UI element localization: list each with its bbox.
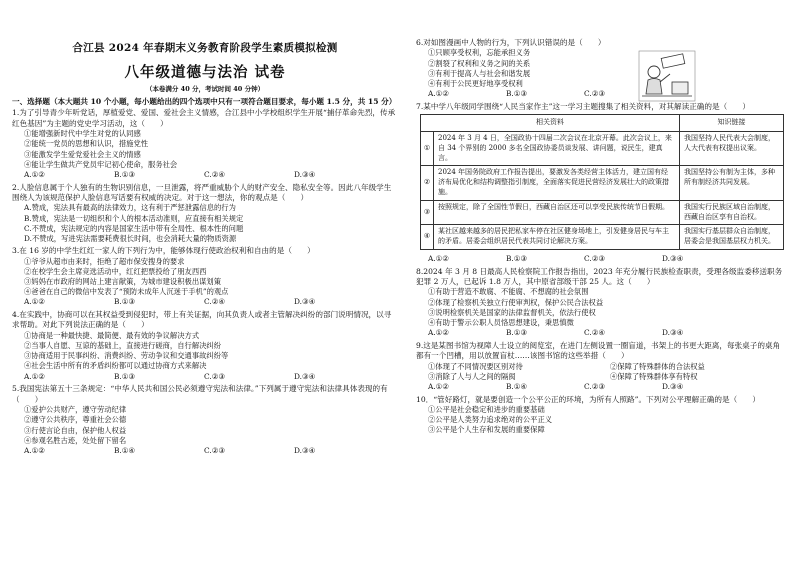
statement: ③协商适用于民事纠纷、消费纠纷、劳动争议和交通事故纠纷等 [24, 351, 229, 361]
option-d: D.③④ [294, 170, 316, 180]
table-row [421, 225, 784, 250]
answer-options [428, 382, 786, 393]
cartoon-person-head [648, 66, 660, 78]
statement: ②当事人自愿、互谅的基础上，直接进行磋商，自行解决纠纷 [24, 341, 222, 351]
option-d: D.③④ [294, 445, 316, 455]
statement: ④有利于公民更好地享受权利 [428, 79, 523, 89]
answer-options [428, 89, 786, 100]
row-material: 2024 年 3 月 4 日，全国政协十四届二次会议在北京开幕。此次会议上，来自 34 个界别的 2000 多名全国政协委员谈发展、讲问题，说民生，建真言。 [434, 132, 680, 166]
option-c: C.②④ [204, 170, 225, 180]
table-header-materials: 相关资料 [421, 115, 680, 132]
statement: ④社会生活中所有的矛盾纠纷都可以通过协商方式来解决 [24, 361, 207, 371]
option-b: B.①③ [114, 297, 136, 307]
right-column [416, 38, 786, 436]
option-c: C.②③ [584, 382, 605, 392]
statement: ②在校学生会主席竞选活动中，红红把票投给了朋友西西 [24, 266, 207, 276]
question-stem: 1.为了引导青少年听党话，厚植爱党、爱国、爱社会主义情感，合江县中小学校组织学生开展“捕仔革命先烈，传承红色基因”为主题的党史学习活动，这（ ） [12, 108, 396, 128]
row-material: 某社区越来越多的居民把私家车停在社区健身场地上，引发健身居民与车主的矛盾。居委会组织居民代表共同讨论解决方案。 [434, 225, 680, 250]
option-a: A.①② [428, 328, 449, 338]
statement-row [416, 372, 786, 382]
question-6 [416, 38, 786, 100]
table-row [421, 166, 784, 200]
cartoon-person-body [646, 79, 662, 95]
option-b: B.赞成，宪法是一切组织和个人的根本活动准则，应直接有相关规定 [24, 213, 244, 223]
question-stem: 10．“管好路灯，就是要创造一个公平公正的环境，为所有人照路”。下列对公平理解正确的是（ ） [416, 394, 760, 404]
row-number: ② [421, 166, 434, 200]
statement: ③有利于提高人与社会和谐发展 [428, 68, 531, 78]
question-9 [416, 341, 786, 393]
answer-options [428, 328, 786, 339]
question-stem: 8.2024 年 3 月 8 日最高人民检察院工作报告指出，2023 年充分履行民族检查职责，受理各级监委移送职务犯罪 2 万人，已起诉 1.8 万人，其中原省部级干部 25 人。这（ ） [416, 266, 783, 286]
option-d: D.③④ [662, 328, 684, 338]
statement: ①能增强新时代中学生对党的认同感 [24, 129, 141, 139]
question-stem: 4.在实践中，协商可以在其权益受到侵犯时，带上有关证据，向其负责人或者主管解决纠纷的部门说明情况，以寻求帮助。对此下列说法正确的是（ ） [12, 310, 392, 330]
option-c: C.②③ [204, 371, 225, 381]
option-a: A.①② [24, 445, 45, 455]
statement: ④保障了特殊群体享有特权 [610, 371, 698, 381]
option-d: D.不赞成，写进宪法需要耗费很长时间，也会消耗大量的物质资源 [24, 234, 237, 244]
statement: ①有助于营造不敢腐、不能腐、不想腐的社会氛围 [428, 287, 589, 297]
answer-options [24, 297, 398, 308]
question-2 [12, 183, 398, 245]
option-a: A.①② [24, 297, 45, 307]
exam-title-line2: 八年级道德与法治 试卷 [124, 64, 286, 81]
statement: ③说明检察机关是国家的法律监督机关，依法行使权 [428, 307, 596, 317]
option-a: A.①② [428, 382, 449, 392]
row-material: 2024 年国务院政府工作报告提出，要激发各类经营主体活力，建立国有经济布局优化和结构调整指引制度，全面落实促进民营经济发展壮大的政策措施。 [434, 166, 680, 200]
statement: ④能让学生做共产党员牢记初心使命，服务社会 [24, 159, 178, 169]
statement: ②体现了检察机关独立行使审判权，保护公民合法权益 [428, 297, 604, 307]
left-column [12, 40, 398, 459]
option-c: C.②③ [584, 253, 605, 263]
statement: ④有助于警示公职人员恪思想建设，秉思慎微 [428, 318, 574, 327]
question-stem: 5.我国宪法第五十三条规定：“中华人民共和国公民必须遵守宪法和法律。”下列属于遵守宪法和法律具体表现的有（ ） [12, 384, 388, 404]
question-stem: 9.这是某图书馆为视障人士设立的阅览室，在进门左侧设置一圈盲道，书架上的书更大距离，每张桌子的桌角都有一个凹槽，用以放置盲杖……该图书馆的这些举措（ ） [416, 340, 781, 361]
question-1 [12, 108, 398, 180]
option-a: A.①② [428, 253, 449, 263]
statement: ③能激发学生爱党爱社会主义的情感 [24, 149, 141, 159]
question-10 [416, 395, 786, 436]
section-heading: 一、选择题（本大题共 10 个小题，每小题给出的四个选项中只有一项符合题目要求，每小题 1.5 分，共 15 分） [12, 97, 397, 106]
statement: ①协商是一种最快捷、最简便、最有效的争议解决方式 [24, 330, 200, 340]
row-link: 我国坚持公有制为主体，多种所有制经济共同发展。 [680, 166, 784, 200]
option-a: A.①② [428, 89, 449, 99]
row-link: 我国实行民族区域自治制度，西藏自治区享有自治权。 [680, 200, 784, 225]
row-number: ③ [421, 200, 434, 225]
table-header-row [421, 115, 784, 132]
answer-options [24, 170, 398, 181]
statement: ③妈妈在市政府的网站上建言献策，为城市建设积极出谋划策 [24, 277, 222, 287]
statement: ①只顾享受权利，忘能承担义务 [428, 48, 531, 58]
statement: ④爸爸在自己的微信中发表了“预防未成年人沉迷于手机”的观点 [24, 287, 229, 297]
question-8 [416, 267, 786, 339]
option-d: D.③④ [662, 253, 684, 263]
option-b: B.①③ [506, 328, 528, 338]
cartoon-illustration [638, 50, 696, 102]
table-header-links: 知识链接 [680, 115, 784, 132]
statement: ②公平是人类努力追求绝对的公平正义 [428, 415, 553, 425]
statement: ①爱护公共财产，遵守劳动纪律 [24, 405, 127, 415]
table-row [421, 132, 784, 166]
option-d: D.③④ [294, 297, 316, 307]
option-b: B.①④ [506, 382, 528, 392]
statement: ③公平是个人生存和发展的重要保障 [428, 425, 545, 435]
statement: ①体现了不同情况要区别对待 [428, 361, 523, 371]
statement-row [416, 362, 786, 372]
row-link: 我国实行基层群众自治制度，居委会是我国基层权力机关。 [680, 225, 784, 250]
statement: ②能统一党员的思想和认识，措施党性 [24, 139, 149, 149]
option-c: C.②④ [584, 328, 605, 338]
answer-options [428, 254, 786, 265]
answer-options [24, 372, 398, 383]
row-link: 我国坚持人民代表大会制度，人大代表有权提出议案。 [680, 132, 784, 166]
exam-title-line1: 合江县 2024 年春期末义务教育阶段学生素质模拟检测 [72, 42, 338, 54]
option-a: A.赞成，宪法具有最高的法律效力，这有利于严惩泄露信息的行为 [24, 203, 236, 213]
statement: ③消除了人与人之间的隔阂 [428, 371, 516, 381]
option-b: B.①④ [114, 445, 136, 455]
question-3 [12, 246, 398, 308]
option-b: B.①③ [506, 253, 528, 263]
option-c: C.②④ [204, 297, 225, 307]
statement: ②割裂了权利和义务之间的关系 [428, 58, 531, 68]
option-b: B.①③ [114, 170, 136, 180]
question-stem: 7.某中学八年级同学围绕“人民当家作主”这一学习主题搜集了相关资料，对其解读正确的是（ ） [416, 101, 750, 111]
statement: ③行使言论自由，保护他人权益 [24, 425, 127, 435]
question-4 [12, 310, 398, 382]
materials-table [420, 114, 784, 250]
exam-subtitle: （本卷满分 40 分，考试时间 40 分钟） [145, 85, 265, 93]
question-stem: 6.对如图漫画中人物的行为，下列认识错误的是（ ） [416, 38, 606, 47]
question-5 [12, 384, 398, 456]
option-d: D.③④ [662, 382, 684, 392]
statement: ①公平是社会稳定和进步的重要基础 [428, 405, 545, 415]
statement: ④参观名胜古迹，处处留下留名 [24, 435, 127, 445]
option-a: A.①② [24, 170, 45, 180]
option-a: A.①② [24, 371, 45, 381]
option-c: C.②③ [204, 445, 225, 455]
question-stem: 2.人脸信息属于个人独有的生物识别信息，一旦泄露，将严重威胁个人的财产安全、隐私安全等。因此八年级学生围绕人为该规范保护人脸信息写话要有权威的决定。对于这一想法，你的观点是（ ） [12, 182, 392, 203]
cartoon-box [672, 82, 688, 94]
statement: ②保障了特殊群体的合法权益 [610, 361, 705, 371]
option-b: B.①③ [114, 371, 136, 381]
row-material: 按照规定，除了全国性节假日，西藏自治区还可以享受民族传统节日假期。 [434, 200, 680, 225]
question-stem: 3.在 16 岁的中学生红红一家人的下列行为中，能够体现行使政治权利和自由的是（ ） [12, 246, 315, 256]
option-c: C.不赞成，宪法规定的内容是国家生活中带有全局性、根本性的问题 [24, 223, 244, 233]
option-b: B.①③ [506, 89, 528, 99]
statement: ①爷爷从超市由来时，拒绝了超市保安搜身的要求 [24, 256, 185, 266]
question-7 [416, 102, 786, 265]
answer-options [24, 446, 398, 457]
row-number: ④ [421, 225, 434, 250]
option-d: D.③④ [294, 371, 316, 381]
table-row [421, 200, 784, 225]
statement: ②遵守公共秩序，尊重社会公德 [24, 415, 127, 425]
option-c: C.②③ [584, 89, 605, 99]
row-number: ① [421, 132, 434, 166]
